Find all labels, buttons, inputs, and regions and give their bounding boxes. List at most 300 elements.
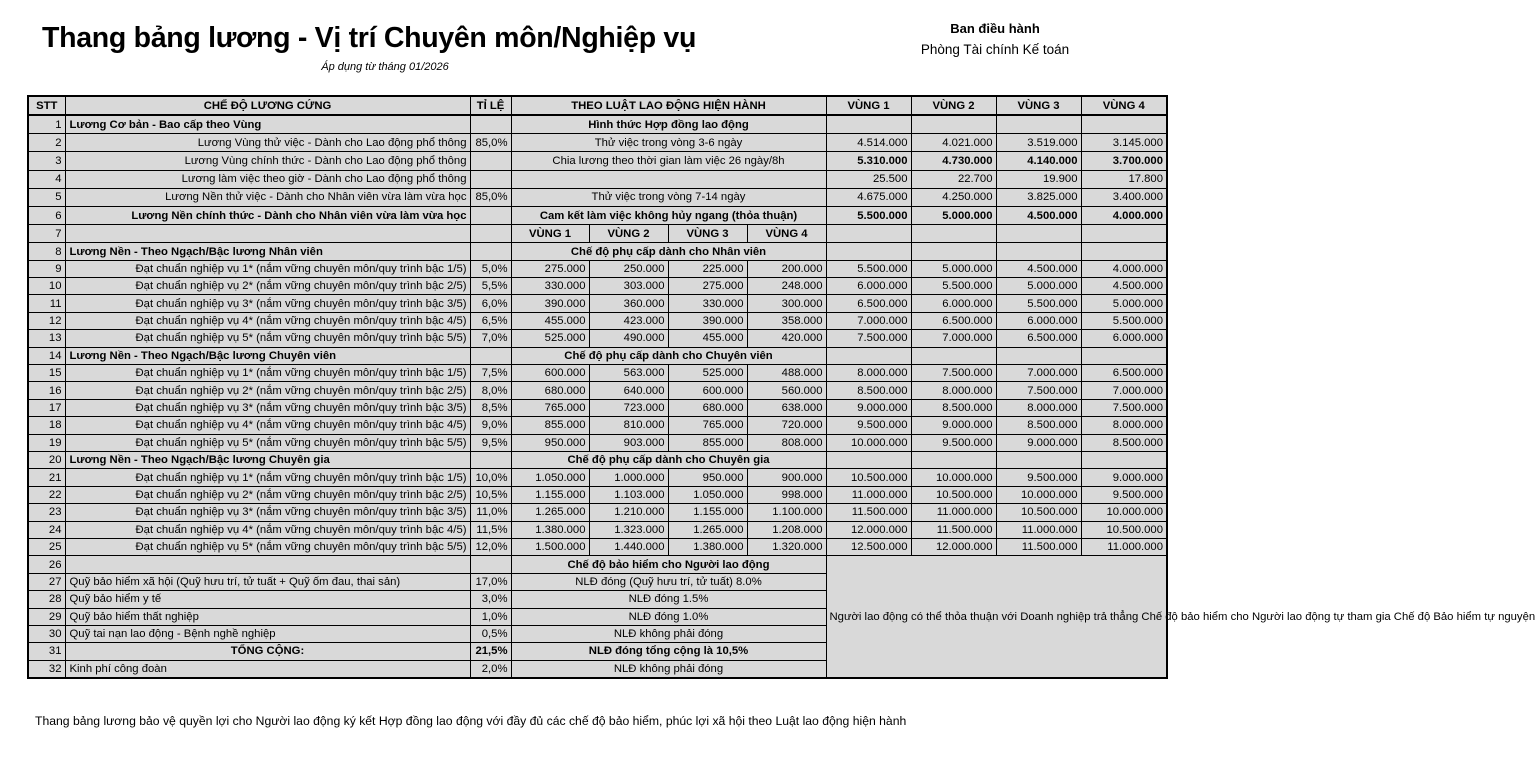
table-row: [28, 452, 1167, 469]
header-ratio: TỈ LỆ: [470, 96, 511, 115]
ratio-cell: 8,0%: [470, 382, 511, 399]
row-number: 22: [28, 486, 65, 503]
row-label: Đạt chuẩn nghiệp vụ 1* (nắm vững chuyên môn/quy trình bậc 1/5): [65, 365, 470, 382]
row-number: 16: [28, 382, 65, 399]
allowance-cell-vung-2: 303.000: [589, 278, 668, 295]
row-label: Đạt chuẩn nghiệp vụ 5* (nắm vững chuyên môn/quy trình bậc 5/5): [65, 330, 470, 347]
row-label: Đạt chuẩn nghiệp vụ 5* (nắm vững chuyên môn/quy trình bậc 5/5): [65, 434, 470, 451]
allowance-cell-vung-3: 225.000: [668, 260, 747, 277]
labor-law-cell: Hình thức Hợp đồng lao động: [511, 115, 826, 134]
allowance-cell-vung-2: 723.000: [589, 399, 668, 416]
allowance-cell-vung-1: 1.155.000: [511, 486, 589, 503]
row-label: Quỹ bảo hiểm y tế: [65, 591, 470, 608]
ratio-cell: 11,5%: [470, 521, 511, 538]
row-number: 21: [28, 469, 65, 486]
labor-law-cell: Chế độ phụ cấp dành cho Chuyên viên: [511, 347, 826, 364]
region-salary-vung-1: 4.675.000: [826, 188, 911, 206]
labor-law-cell: Cam kết làm việc không hủy ngang (thỏa thuận): [511, 206, 826, 224]
allowance-cell-vung-2: 360.000: [589, 295, 668, 312]
region-salary-vung-1: 4.514.000: [826, 134, 911, 152]
salary-scale-table: [27, 95, 1535, 679]
row-label: Lương Nền - Theo Ngạch/Bậc lương Nhân viên: [65, 243, 470, 260]
ratio-cell: 21,5%: [470, 643, 511, 660]
issuer-department: Phòng Tài chính Kế toán: [920, 42, 1070, 57]
table-row: [28, 134, 1167, 152]
row-number: 27: [28, 573, 65, 590]
region-salary-vung-2: 5.000.000: [911, 206, 996, 224]
allowance-cell-vung-1: 765.000: [511, 399, 589, 416]
header-salary-regime: CHẾ ĐỘ LƯƠNG CỨNG: [65, 96, 470, 115]
region-salary-vung-2: 4.730.000: [911, 152, 996, 170]
region-salary-vung-2: 8.500.000: [911, 399, 996, 416]
allowance-cell-vung-3: 455.000: [668, 330, 747, 347]
row-label: Đạt chuẩn nghiệp vụ 4* (nắm vững chuyên môn/quy trình bậc 4/5): [65, 312, 470, 329]
ratio-cell: 85,0%: [470, 188, 511, 206]
row-label: TỔNG CỘNG:: [65, 643, 470, 660]
ratio-cell: 6,5%: [470, 312, 511, 329]
allowance-cell-vung-3: 275.000: [668, 278, 747, 295]
allowance-cell-vung-2: 810.000: [589, 417, 668, 434]
allowance-cell-vung-3: 855.000: [668, 434, 747, 451]
row-number: 17: [28, 399, 65, 416]
region-salary-vung-3: [996, 225, 1081, 243]
region-salary-vung-1: 8.000.000: [826, 365, 911, 382]
allowance-cell-vung-4: 1.100.000: [747, 504, 826, 521]
table-row: [28, 243, 1167, 260]
row-label: Đạt chuẩn nghiệp vụ 2* (nắm vững chuyên môn/quy trình bậc 2/5): [65, 486, 470, 503]
row-label: Lương Nền - Theo Ngạch/Bậc lương Chuyên viên: [65, 347, 470, 364]
ratio-cell: [470, 243, 511, 260]
labor-law-cell: NLĐ không phải đóng: [511, 625, 826, 642]
allowance-cell-vung-4: 900.000: [747, 469, 826, 486]
footer-note: Thang bảng lương bảo vệ quyền lợi cho Người lao động ký kết Hợp đồng lao động với đầy đủ các chế độ bảo hiểm, phúc lợi xã hội theo Luật lao động hiện hành: [35, 714, 907, 728]
allowance-cell-vung-2: 1.000.000: [589, 469, 668, 486]
labor-law-cell: Chế độ phụ cấp dành cho Chuyên gia: [511, 452, 826, 469]
row-number: 24: [28, 521, 65, 538]
region-salary-vung-4: 3.400.000: [1081, 188, 1167, 206]
region-salary-vung-1: 12.000.000: [826, 521, 911, 538]
allowance-header-vung-3: VÙNG 3: [668, 225, 747, 243]
row-label: Lương Nền chính thức - Dành cho Nhân viên vừa làm vừa học: [65, 206, 470, 224]
table-row: [28, 538, 1167, 555]
region-salary-vung-1: 25.500: [826, 170, 911, 188]
row-number: 20: [28, 452, 65, 469]
header-labor-law: THEO LUẬT LAO ĐỘNG HIỆN HÀNH: [511, 96, 826, 115]
row-number: 15: [28, 365, 65, 382]
region-salary-vung-2: 10.500.000: [911, 486, 996, 503]
allowance-cell-vung-2: 1.440.000: [589, 538, 668, 555]
table-row: [28, 188, 1167, 206]
row-number: 26: [28, 556, 65, 573]
region-salary-vung-1: 10.500.000: [826, 469, 911, 486]
ratio-cell: [470, 452, 511, 469]
allowance-cell-vung-1: 390.000: [511, 295, 589, 312]
table-row: [28, 382, 1167, 399]
allowance-header-vung-4: VÙNG 4: [747, 225, 826, 243]
allowance-cell-vung-4: 720.000: [747, 417, 826, 434]
table-row: [28, 347, 1167, 364]
region-salary-vung-2: 4.250.000: [911, 188, 996, 206]
row-label: Đạt chuẩn nghiệp vụ 3* (nắm vững chuyên môn/quy trình bậc 3/5): [65, 399, 470, 416]
row-number: 10: [28, 278, 65, 295]
labor-law-cell: NLĐ đóng 1.0%: [511, 608, 826, 625]
region-salary-vung-4: 17.800: [1081, 170, 1167, 188]
region-salary-vung-4: 4.000.000: [1081, 260, 1167, 277]
region-salary-vung-4: [1081, 225, 1167, 243]
ratio-cell: 11,0%: [470, 504, 511, 521]
row-number: 11: [28, 295, 65, 312]
row-label: Kinh phí công đoàn: [65, 660, 470, 678]
region-salary-vung-3: [996, 243, 1081, 260]
region-salary-vung-3: [996, 115, 1081, 134]
allowance-cell-vung-4: 300.000: [747, 295, 826, 312]
labor-law-cell: NLĐ không phải đóng: [511, 660, 826, 678]
row-number: 5: [28, 188, 65, 206]
allowance-cell-vung-4: 998.000: [747, 486, 826, 503]
region-salary-vung-4: 7.000.000: [1081, 382, 1167, 399]
region-salary-vung-4: 6.000.000: [1081, 330, 1167, 347]
row-number: 4: [28, 170, 65, 188]
table-header-row: [28, 96, 1167, 115]
ratio-cell: 9,5%: [470, 434, 511, 451]
row-label: Đạt chuẩn nghiệp vụ 2* (nắm vững chuyên môn/quy trình bậc 2/5): [65, 278, 470, 295]
table-row: [28, 115, 1167, 134]
row-number: 9: [28, 260, 65, 277]
region-salary-vung-4: [1081, 243, 1167, 260]
row-label: Lương làm việc theo giờ - Dành cho Lao động phổ thông: [65, 170, 470, 188]
region-salary-vung-2: [911, 347, 996, 364]
allowance-cell-vung-2: 490.000: [589, 330, 668, 347]
region-salary-vung-2: 5.000.000: [911, 260, 996, 277]
region-salary-vung-1: 11.000.000: [826, 486, 911, 503]
ratio-cell: 0,5%: [470, 625, 511, 642]
allowance-cell-vung-3: 1.155.000: [668, 504, 747, 521]
region-salary-vung-3: 5.500.000: [996, 295, 1081, 312]
region-salary-vung-4: 8.000.000: [1081, 417, 1167, 434]
allowance-cell-vung-4: 638.000: [747, 399, 826, 416]
region-salary-vung-2: 7.000.000: [911, 330, 996, 347]
region-salary-vung-2: 11.000.000: [911, 504, 996, 521]
allowance-cell-vung-1: 680.000: [511, 382, 589, 399]
header-vung-3: VÙNG 3: [996, 96, 1081, 115]
row-label: Đạt chuẩn nghiệp vụ 3* (nắm vững chuyên môn/quy trình bậc 3/5): [65, 504, 470, 521]
ratio-cell: [470, 170, 511, 188]
allowance-header-vung-1: VÙNG 1: [511, 225, 589, 243]
allowance-cell-vung-1: 1.380.000: [511, 521, 589, 538]
table-row: [28, 486, 1167, 503]
allowance-cell-vung-1: 330.000: [511, 278, 589, 295]
allowance-cell-vung-1: 1.500.000: [511, 538, 589, 555]
ratio-cell: 9,0%: [470, 417, 511, 434]
labor-law-cell: Chia lương theo thời gian làm việc 26 ngày/8h: [511, 152, 826, 170]
row-label: Quỹ bảo hiểm thất nghiệp: [65, 608, 470, 625]
table-row: [28, 556, 1167, 573]
allowance-cell-vung-4: 808.000: [747, 434, 826, 451]
row-number: 29: [28, 608, 65, 625]
labor-law-cell: NLĐ đóng (Quỹ hưu trí, tử tuất) 8.0%: [511, 573, 826, 590]
allowance-cell-vung-4: 1.320.000: [747, 538, 826, 555]
allowance-cell-vung-2: 423.000: [589, 312, 668, 329]
row-label: Quỹ bảo hiểm xã hội (Quỹ hưu trí, tử tuất + Quỹ ốm đau, thai sản): [65, 573, 470, 590]
region-salary-vung-1: 6.000.000: [826, 278, 911, 295]
table-row: [28, 330, 1167, 347]
allowance-cell-vung-1: 1.265.000: [511, 504, 589, 521]
region-salary-vung-2: 6.500.000: [911, 312, 996, 329]
allowance-cell-vung-3: 1.050.000: [668, 486, 747, 503]
region-salary-vung-3: [996, 347, 1081, 364]
allowance-cell-vung-4: 560.000: [747, 382, 826, 399]
row-number: 23: [28, 504, 65, 521]
allowance-cell-vung-4: 200.000: [747, 260, 826, 277]
labor-law-cell: NLĐ đóng tổng cộng là 10,5%: [511, 643, 826, 660]
table-row: [28, 206, 1167, 224]
allowance-header-vung-2: VÙNG 2: [589, 225, 668, 243]
ratio-cell: [470, 206, 511, 224]
allowance-cell-vung-4: 358.000: [747, 312, 826, 329]
table-row: [28, 417, 1167, 434]
table-row: [28, 225, 1167, 243]
row-label: [65, 225, 470, 243]
allowance-cell-vung-2: 1.323.000: [589, 521, 668, 538]
row-label: Đạt chuẩn nghiệp vụ 4* (nắm vững chuyên môn/quy trình bậc 4/5): [65, 521, 470, 538]
region-salary-vung-3: 7.000.000: [996, 365, 1081, 382]
table-body: [28, 115, 1535, 678]
region-salary-vung-3: 10.500.000: [996, 504, 1081, 521]
row-label: Lương Vùng thử việc - Dành cho Lao động phổ thông: [65, 134, 470, 152]
region-salary-vung-1: 9.500.000: [826, 417, 911, 434]
issuer-board: Ban điều hành: [950, 21, 1040, 36]
region-salary-vung-4: 9.000.000: [1081, 469, 1167, 486]
region-salary-vung-1: 8.500.000: [826, 382, 911, 399]
allowance-cell-vung-1: 1.050.000: [511, 469, 589, 486]
region-salary-vung-3: [996, 452, 1081, 469]
ratio-cell: 5,5%: [470, 278, 511, 295]
region-salary-vung-1: 5.310.000: [826, 152, 911, 170]
row-label: Đạt chuẩn nghiệp vụ 1* (nắm vững chuyên môn/quy trình bậc 1/5): [65, 469, 470, 486]
table-row: [28, 312, 1167, 329]
labor-law-cell: NLĐ đóng 1.5%: [511, 591, 826, 608]
labor-law-cell: Chế độ phụ cấp dành cho Nhân viên: [511, 243, 826, 260]
region-salary-vung-3: 10.000.000: [996, 486, 1081, 503]
allowance-cell-vung-2: 640.000: [589, 382, 668, 399]
region-salary-vung-1: 7.000.000: [826, 312, 911, 329]
row-number: 19: [28, 434, 65, 451]
row-number: 31: [28, 643, 65, 660]
allowance-cell-vung-3: 600.000: [668, 382, 747, 399]
table-row: [28, 521, 1167, 538]
region-salary-vung-2: 7.500.000: [911, 365, 996, 382]
table-row: [28, 399, 1167, 416]
region-salary-vung-2: 22.700: [911, 170, 996, 188]
allowance-cell-vung-2: 1.103.000: [589, 486, 668, 503]
labor-law-cell: Thử việc trong vòng 7-14 ngày: [511, 188, 826, 206]
row-number: 28: [28, 591, 65, 608]
region-salary-vung-1: [826, 225, 911, 243]
region-salary-vung-4: 4.500.000: [1081, 278, 1167, 295]
table-row: [28, 152, 1167, 170]
insurance-note: Người lao động có thể thỏa thuận với Doanh nghiệp trả thẳng Chế độ bảo hiểm cho Người lao động tự tham gia Chế độ Bảo hiểm tự nguyện: [826, 556, 1167, 678]
region-salary-vung-4: 5.000.000: [1081, 295, 1167, 312]
row-number: 1: [28, 115, 65, 134]
region-salary-vung-1: [826, 115, 911, 134]
region-salary-vung-4: 3.700.000: [1081, 152, 1167, 170]
ratio-cell: 5,0%: [470, 260, 511, 277]
region-salary-vung-3: 11.500.000: [996, 538, 1081, 555]
region-salary-vung-1: 5.500.000: [826, 206, 911, 224]
header-vung-1: VÙNG 1: [826, 96, 911, 115]
allowance-cell-vung-3: 680.000: [668, 399, 747, 416]
row-label: Đạt chuẩn nghiệp vụ 3* (nắm vững chuyên môn/quy trình bậc 3/5): [65, 295, 470, 312]
allowance-cell-vung-3: 1.265.000: [668, 521, 747, 538]
region-salary-vung-3: 19.900: [996, 170, 1081, 188]
row-label: Đạt chuẩn nghiệp vụ 5* (nắm vững chuyên môn/quy trình bậc 5/5): [65, 538, 470, 555]
region-salary-vung-4: 3.145.000: [1081, 134, 1167, 152]
ratio-cell: [470, 115, 511, 134]
allowance-cell-vung-4: 248.000: [747, 278, 826, 295]
region-salary-vung-2: 12.000.000: [911, 538, 996, 555]
region-salary-vung-4: 6.500.000: [1081, 365, 1167, 382]
ratio-cell: 12,0%: [470, 538, 511, 555]
table-row: [28, 278, 1167, 295]
table-row: [28, 434, 1167, 451]
ratio-cell: [470, 152, 511, 170]
row-label: Quỹ tai nạn lao động - Bệnh nghề nghiệp: [65, 625, 470, 642]
row-number: 32: [28, 660, 65, 678]
region-salary-vung-3: 4.500.000: [996, 260, 1081, 277]
region-salary-vung-2: 11.500.000: [911, 521, 996, 538]
allowance-cell-vung-1: 855.000: [511, 417, 589, 434]
row-number: 12: [28, 312, 65, 329]
allowance-cell-vung-2: 1.210.000: [589, 504, 668, 521]
allowance-cell-vung-1: 950.000: [511, 434, 589, 451]
allowance-cell-vung-2: 903.000: [589, 434, 668, 451]
region-salary-vung-3: 3.519.000: [996, 134, 1081, 152]
table-row: [28, 170, 1167, 188]
region-salary-vung-3: 8.500.000: [996, 417, 1081, 434]
ratio-cell: [470, 225, 511, 243]
allowance-cell-vung-1: 525.000: [511, 330, 589, 347]
row-number: 18: [28, 417, 65, 434]
row-number: 6: [28, 206, 65, 224]
table-row: [28, 295, 1167, 312]
allowance-cell-vung-4: 488.000: [747, 365, 826, 382]
region-salary-vung-1: [826, 347, 911, 364]
region-salary-vung-3: 6.500.000: [996, 330, 1081, 347]
region-salary-vung-3: 6.000.000: [996, 312, 1081, 329]
row-label: [65, 556, 470, 573]
ratio-cell: 85,0%: [470, 134, 511, 152]
row-label: Đạt chuẩn nghiệp vụ 1* (nắm vững chuyên môn/quy trình bậc 1/5): [65, 260, 470, 277]
row-number: 3: [28, 152, 65, 170]
region-salary-vung-2: [911, 243, 996, 260]
ratio-cell: [470, 556, 511, 573]
effective-date: Áp dụng từ tháng 01/2026: [321, 61, 449, 73]
ratio-cell: 6,0%: [470, 295, 511, 312]
region-salary-vung-1: 11.500.000: [826, 504, 911, 521]
region-salary-vung-1: 12.500.000: [826, 538, 911, 555]
region-salary-vung-1: [826, 452, 911, 469]
region-salary-vung-4: 10.000.000: [1081, 504, 1167, 521]
region-salary-vung-2: 9.000.000: [911, 417, 996, 434]
region-salary-vung-4: [1081, 347, 1167, 364]
region-salary-vung-2: 8.000.000: [911, 382, 996, 399]
table-row: [28, 504, 1167, 521]
allowance-cell-vung-1: 275.000: [511, 260, 589, 277]
allowance-cell-vung-3: 525.000: [668, 365, 747, 382]
allowance-cell-vung-3: 950.000: [668, 469, 747, 486]
allowance-cell-vung-1: 600.000: [511, 365, 589, 382]
region-salary-vung-2: 10.000.000: [911, 469, 996, 486]
region-salary-vung-1: 7.500.000: [826, 330, 911, 347]
region-salary-vung-4: 4.000.000: [1081, 206, 1167, 224]
page-title: Thang bảng lương - Vị trí Chuyên môn/Nghiệp vụ: [42, 22, 697, 54]
region-salary-vung-1: [826, 243, 911, 260]
region-salary-vung-3: 11.000.000: [996, 521, 1081, 538]
ratio-cell: 3,0%: [470, 591, 511, 608]
allowance-cell-vung-2: 563.000: [589, 365, 668, 382]
region-salary-vung-4: [1081, 115, 1167, 134]
region-salary-vung-2: [911, 225, 996, 243]
allowance-cell-vung-3: 765.000: [668, 417, 747, 434]
region-salary-vung-3: 7.500.000: [996, 382, 1081, 399]
row-label: Lương Cơ bản - Bao cấp theo Vùng: [65, 115, 470, 134]
region-salary-vung-4: 8.500.000: [1081, 434, 1167, 451]
region-salary-vung-1: 9.000.000: [826, 399, 911, 416]
row-label: Đạt chuẩn nghiệp vụ 2* (nắm vững chuyên môn/quy trình bậc 2/5): [65, 382, 470, 399]
allowance-cell-vung-3: 390.000: [668, 312, 747, 329]
labor-law-cell: Thử việc trong vòng 3-6 ngày: [511, 134, 826, 152]
region-salary-vung-4: 10.500.000: [1081, 521, 1167, 538]
region-salary-vung-4: 11.000.000: [1081, 538, 1167, 555]
region-salary-vung-1: 6.500.000: [826, 295, 911, 312]
header-stt: STT: [28, 96, 65, 115]
region-salary-vung-1: 10.000.000: [826, 434, 911, 451]
table-row: [28, 365, 1167, 382]
ratio-cell: [470, 347, 511, 364]
region-salary-vung-3: 5.000.000: [996, 278, 1081, 295]
region-salary-vung-2: 6.000.000: [911, 295, 996, 312]
row-number: 30: [28, 625, 65, 642]
region-salary-vung-3: 9.000.000: [996, 434, 1081, 451]
row-label: Đạt chuẩn nghiệp vụ 4* (nắm vững chuyên môn/quy trình bậc 4/5): [65, 417, 470, 434]
region-salary-vung-4: 5.500.000: [1081, 312, 1167, 329]
header-vung-2: VÙNG 2: [911, 96, 996, 115]
row-number: 25: [28, 538, 65, 555]
region-salary-vung-4: 7.500.000: [1081, 399, 1167, 416]
row-label: Lương Vùng chính thức - Dành cho Lao động phổ thông: [65, 152, 470, 170]
ratio-cell: 10,0%: [470, 469, 511, 486]
ratio-cell: 1,0%: [470, 608, 511, 625]
table-row: [28, 260, 1167, 277]
row-number: 13: [28, 330, 65, 347]
allowance-cell-vung-3: 330.000: [668, 295, 747, 312]
header-vung-4: VÙNG 4: [1081, 96, 1167, 115]
row-number: 7: [28, 225, 65, 243]
region-salary-vung-3: 3.825.000: [996, 188, 1081, 206]
table-row: [28, 469, 1167, 486]
region-salary-vung-3: 4.140.000: [996, 152, 1081, 170]
region-salary-vung-4: [1081, 452, 1167, 469]
row-label: Lương Nền - Theo Ngạch/Bậc lương Chuyên gia: [65, 452, 470, 469]
region-salary-vung-2: [911, 115, 996, 134]
ratio-cell: 7,0%: [470, 330, 511, 347]
allowance-cell-vung-4: 420.000: [747, 330, 826, 347]
ratio-cell: 2,0%: [470, 660, 511, 678]
region-salary-vung-3: 4.500.000: [996, 206, 1081, 224]
region-salary-vung-3: 8.000.000: [996, 399, 1081, 416]
ratio-cell: 8,5%: [470, 399, 511, 416]
region-salary-vung-2: [911, 452, 996, 469]
